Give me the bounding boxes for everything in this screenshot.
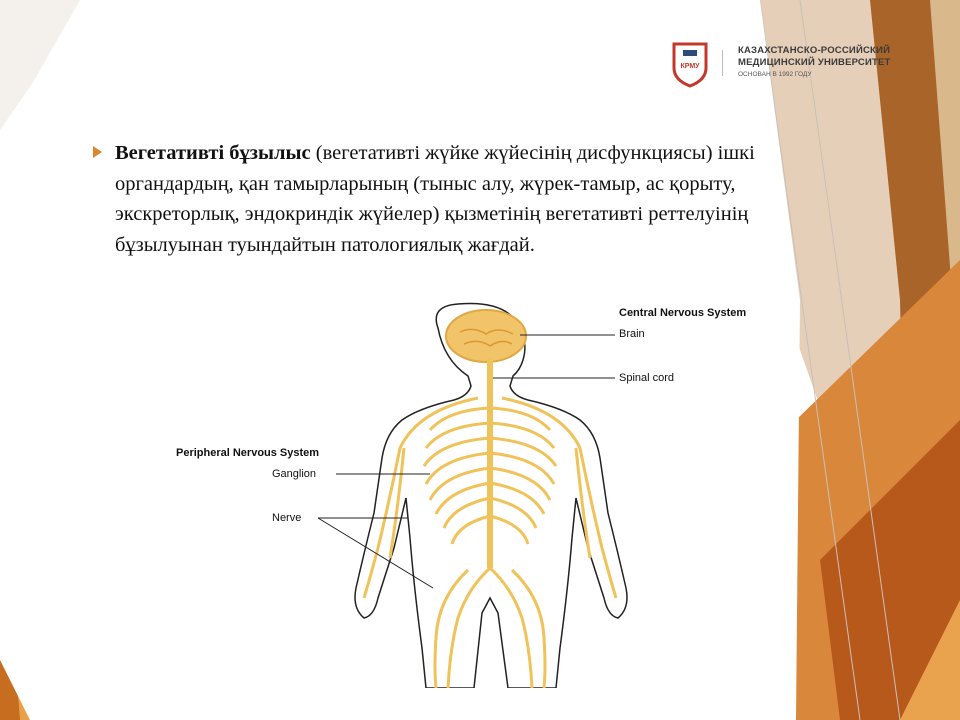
- logo-line-2: МЕДИЦИНСКИЙ УНИВЕРСИТЕТ: [738, 57, 891, 68]
- logo-line-1: КАЗАХСТАНСКО-РОССИЙСКИЙ: [738, 45, 891, 56]
- definition-text: (вегетативті жүйке жүйесінің дисфункциясы) ішкі органдардың, қан тамырларының (тыныс алу, жүрек-тамыр, ас қорыту, экскреторлық, эндокриндік жүйелер) қызметінің вегетативті реттелуінің бұзылуынан туындайтын патологиялық жағдай.: [115, 142, 755, 256]
- logo-line-3: ОСНОВАН В 1992 ГОДУ: [738, 71, 812, 78]
- svg-text:КРМУ: КРМУ: [680, 63, 700, 70]
- nervous-system-figure: [168, 298, 796, 688]
- bullet-arrow-icon: [93, 146, 102, 158]
- label-brain: Brain: [619, 328, 645, 340]
- shield-icon: [670, 42, 710, 88]
- definition-paragraph: [115, 138, 805, 260]
- label-nerve: Nerve: [272, 512, 302, 524]
- label-spinal-cord: Spinal cord: [619, 372, 675, 384]
- body-illustration: [168, 298, 796, 688]
- logo-separator: [722, 50, 723, 76]
- label-central-nervous-system: Central Nervous System: [619, 307, 747, 319]
- leg-nerves: [435, 568, 545, 688]
- brain-shape: [446, 310, 526, 362]
- label-peripheral-nervous-system: Peripheral Nervous System: [176, 447, 320, 459]
- label-ganglion: Ganglion: [272, 468, 317, 480]
- term-bold: Вегетативті бұзылыс: [115, 142, 311, 164]
- university-logo: [670, 42, 930, 92]
